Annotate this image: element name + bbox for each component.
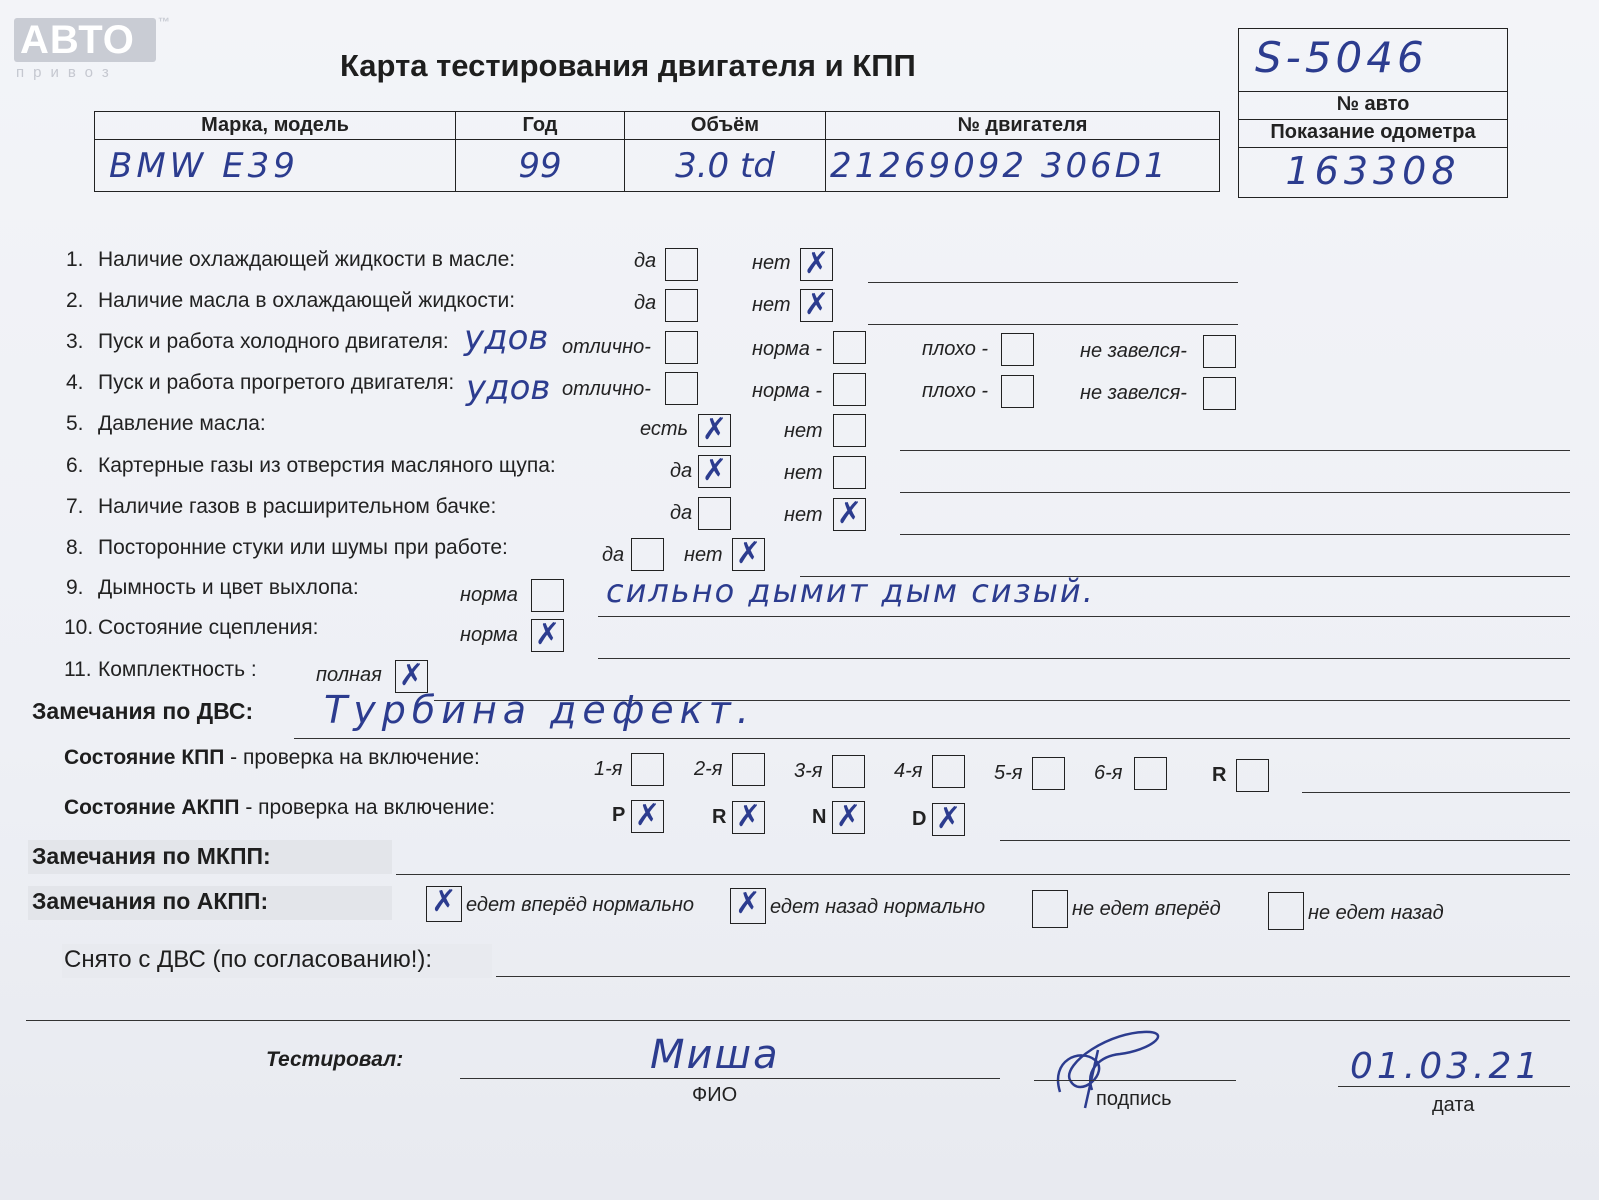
checkmark-x-icon: ✗ [701, 412, 728, 447]
checkmark-x-icon: ✗ [836, 496, 863, 531]
gear-2-label: 2-я [694, 758, 723, 780]
page-title: Карта тестирования двигателя и КПП [340, 48, 916, 83]
item-9-handwritten-note: сильно дымит дым сизый. [606, 572, 1095, 610]
item-6-number: 6. [66, 454, 84, 477]
engine-number-value: 21269092 306D1 [830, 145, 1169, 186]
item-8-yes-checkbox[interactable] [631, 538, 664, 571]
logo-subtitle: привоз [16, 64, 118, 81]
engine-number-cell [826, 140, 1220, 192]
item-3-handwritten-note: удов [464, 318, 549, 358]
item-2-number: 2. [66, 289, 84, 312]
checkmark-x-icon: ✗ [398, 658, 425, 693]
item-4-opt-bad: плохо - [922, 380, 989, 402]
gear-n-checkbox[interactable] [832, 801, 865, 834]
col-header-year: Год [456, 112, 625, 140]
car-number-value: S-5046 [1255, 33, 1428, 82]
item-4-handwritten-note: удов [466, 368, 551, 408]
gear-1-label: 1-я [594, 758, 623, 780]
item-1-no-checkbox[interactable] [800, 248, 833, 281]
item-4-opt-excellent: отлично- [562, 378, 651, 400]
item-3-bad-checkbox[interactable] [1001, 333, 1034, 366]
checkmark-x-icon: ✗ [431, 884, 457, 919]
manual-gearbox-label-bold: Состояние КПП [64, 746, 225, 769]
at-no-forward-checkbox[interactable] [1032, 890, 1068, 928]
auto-gearbox-label-bold: Состояние АКПП [64, 796, 240, 819]
item-2-label: Наличие масла в охлаждающей жидкости: [98, 289, 516, 312]
item-8-opt-yes: да [602, 544, 625, 566]
gear-5-checkbox[interactable] [1032, 757, 1065, 790]
item-5-number: 5. [66, 412, 84, 435]
item-6-opt-yes: да [670, 460, 693, 482]
checkmark-x-icon: ✗ [735, 886, 761, 921]
at-no-backward-label: не едет назад [1308, 902, 1444, 924]
item-3-opt-bad: плохо - [922, 338, 989, 360]
name-caption: ФИО [692, 1084, 738, 1106]
item-8-no-checkbox[interactable] [732, 538, 765, 571]
at-no-forward-label: не едет вперёд [1072, 898, 1221, 920]
col-header-make-model: Марка, модель [95, 112, 456, 140]
item-8-opt-no: нет [684, 544, 723, 566]
make-model-cell [95, 140, 456, 192]
gear-1-checkbox[interactable] [631, 753, 664, 786]
item-9-opt-normal: норма [460, 584, 518, 606]
item-9-normal-checkbox[interactable] [531, 579, 564, 612]
gear-r-checkbox[interactable] [1236, 759, 1269, 792]
logo-tm: ™ [158, 15, 171, 29]
item-5-label: Давление масла: [98, 412, 266, 435]
item-3-opt-excellent: отлично- [562, 336, 651, 358]
checkmark-x-icon: ✗ [534, 617, 561, 652]
gear-d-checkbox[interactable] [932, 803, 965, 836]
item-4-not-started-checkbox[interactable] [1203, 377, 1236, 410]
gear-d-label: D [912, 808, 927, 830]
auto-gearbox-label [64, 796, 495, 820]
removed-from-ice-label: Снято с ДВС (по согласованию!): [64, 946, 433, 973]
item-4-bad-checkbox[interactable] [1001, 375, 1034, 408]
item-7-no-checkbox[interactable] [833, 498, 866, 531]
at-backward-ok-label: едет назад нормально [770, 896, 986, 918]
remarks-at-label: Замечания по АКПП: [32, 888, 269, 914]
item-7-label: Наличие газов в расширительном бачке: [98, 495, 497, 518]
test-date: 01.03.21 [1350, 1046, 1543, 1087]
remarks-ice-value: Турбина дефект. [324, 688, 755, 732]
item-2-opt-no: нет [752, 294, 791, 316]
item-4-excellent-checkbox[interactable] [665, 372, 698, 405]
item-7-number: 7. [66, 495, 84, 518]
item-7-yes-checkbox[interactable] [698, 497, 731, 530]
item-3-excellent-checkbox[interactable] [665, 331, 698, 364]
item-3-label: Пуск и работа холодного двигателя: [98, 330, 449, 353]
remarks-mt-label: Замечания по МКПП: [32, 843, 271, 869]
col-header-volume: Объём [625, 112, 826, 140]
item-4-opt-not-started: не завелся- [1080, 382, 1187, 404]
item-3-normal-checkbox[interactable] [833, 331, 866, 364]
item-7-opt-yes: да [670, 502, 693, 524]
year-value: 99 [518, 145, 562, 186]
logo-main-text: АВТО [20, 18, 135, 62]
item-6-yes-checkbox[interactable] [698, 455, 731, 488]
gear-auto-r-label: R [712, 806, 727, 828]
at-no-backward-checkbox[interactable] [1268, 892, 1304, 930]
car-number-label: № авто [1336, 93, 1410, 115]
gear-auto-r-checkbox[interactable] [732, 801, 765, 834]
item-1-opt-no: нет [752, 252, 791, 274]
item-9-number: 9. [66, 576, 84, 599]
item-6-opt-no: нет [784, 462, 823, 484]
gear-6-label: 6-я [1094, 762, 1123, 784]
item-5-opt-yes: есть [640, 418, 689, 440]
gear-3-checkbox[interactable] [832, 755, 865, 788]
gear-4-label: 4-я [894, 760, 923, 782]
col-header-engine-number: № двигателя [826, 112, 1220, 140]
item-10-normal-checkbox[interactable] [531, 619, 564, 652]
avtoprivoz-logo [14, 15, 171, 62]
item-10-label: Состояние сцепления: [98, 616, 319, 639]
checkmark-x-icon: ✗ [835, 799, 862, 834]
item-8-label: Посторонние стуки или шумы при работе: [98, 536, 508, 559]
volume-cell [625, 140, 826, 192]
item-8-number: 8. [66, 536, 84, 559]
make-model-value: BMW E39 [109, 145, 299, 186]
item-1-opt-yes: да [634, 250, 657, 272]
item-2-yes-checkbox[interactable] [665, 289, 698, 322]
item-11-opt-full: полная [316, 664, 382, 686]
item-2-no-checkbox[interactable] [800, 289, 833, 322]
volume-value: 3.0 td [675, 145, 775, 186]
at-backward-ok-checkbox[interactable] [730, 888, 766, 924]
checkmark-x-icon: ✗ [634, 798, 661, 833]
item-11-number: 11. [64, 658, 92, 681]
at-forward-ok-label: едет вперёд нормально [466, 894, 695, 916]
item-5-yes-checkbox[interactable] [698, 414, 731, 447]
date-caption: дата [1432, 1094, 1475, 1116]
at-forward-ok-checkbox[interactable] [426, 886, 462, 922]
item-3-number: 3. [66, 330, 84, 353]
tester-name: Миша [650, 1032, 780, 1078]
checkmark-x-icon: ✗ [735, 799, 762, 834]
gear-n-label: N [812, 806, 827, 828]
item-5-opt-no: нет [784, 420, 823, 442]
car-number-odometer-box [1238, 28, 1508, 198]
item-6-no-checkbox[interactable] [833, 456, 866, 489]
item-1-label: Наличие охлаждающей жидкости в масле: [98, 248, 516, 271]
gear-5-label: 5-я [994, 762, 1023, 784]
signature-caption: подпись [1096, 1088, 1172, 1110]
gear-3-label: 3-я [794, 760, 823, 782]
odometer-label: Показание одометра [1270, 121, 1476, 143]
item-2-opt-yes: да [634, 292, 657, 314]
checkmark-x-icon: ✗ [935, 801, 962, 836]
item-4-label: Пуск и работа прогретого двигателя: [98, 371, 455, 394]
manual-gearbox-label [64, 746, 480, 770]
item-9-label: Дымность и цвет выхлопа: [98, 576, 359, 599]
item-4-number: 4. [66, 371, 84, 394]
item-7-opt-no: нет [784, 504, 823, 526]
gear-r-label: R [1212, 764, 1227, 786]
remarks-ice-label: Замечания по ДВС: [32, 698, 254, 724]
item-3-opt-normal: норма - [752, 338, 823, 360]
gear-4-checkbox[interactable] [932, 755, 965, 788]
tested-by-label: Тестировал: [266, 1048, 404, 1071]
item-10-number: 10. [64, 616, 94, 639]
auto-gearbox-label-rest: - проверка на включение: [239, 796, 496, 819]
gear-2-checkbox[interactable] [732, 753, 765, 786]
item-4-opt-normal: норма - [752, 380, 823, 402]
manual-gearbox-label-rest: - проверка на включение: [224, 746, 480, 769]
item-1-yes-checkbox[interactable] [665, 248, 698, 281]
item-10-opt-normal: норма [460, 624, 518, 646]
checkmark-x-icon: ✗ [803, 246, 830, 281]
year-cell [456, 140, 625, 192]
item-3-not-started-checkbox[interactable] [1203, 335, 1236, 368]
checkmark-x-icon: ✗ [701, 453, 728, 488]
item-5-no-checkbox[interactable] [833, 414, 866, 447]
item-3-opt-not-started: не завелся- [1080, 340, 1187, 362]
item-6-label: Картерные газы из отверстия масляного щупа: [98, 454, 556, 477]
vehicle-info-table [94, 111, 1220, 192]
item-4-normal-checkbox[interactable] [833, 373, 866, 406]
gear-p-checkbox[interactable] [631, 800, 664, 833]
item-11-label: Комплектность : [98, 658, 257, 681]
item-1-number: 1. [66, 248, 84, 271]
checkmark-x-icon: ✗ [803, 287, 830, 322]
gear-p-label: P [612, 804, 626, 826]
odometer-value: 163308 [1285, 149, 1461, 193]
gear-6-checkbox[interactable] [1134, 757, 1167, 790]
checkmark-x-icon: ✗ [735, 536, 762, 571]
